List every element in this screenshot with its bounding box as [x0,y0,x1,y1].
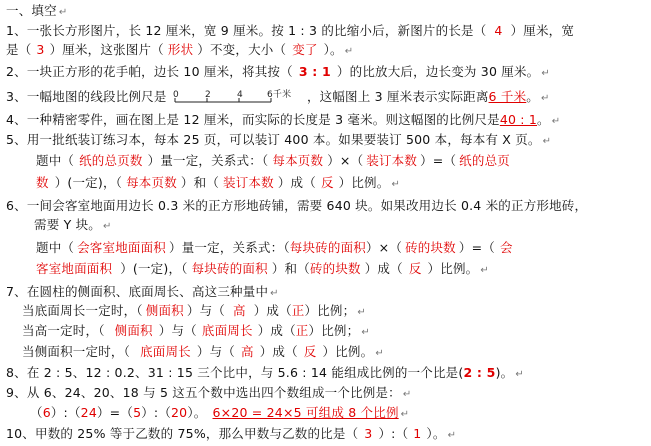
answer: 2 : 5 [463,365,496,380]
answer: 24 [80,405,97,420]
scale-label: 4 [236,89,243,100]
question-6-line-2: 需要 Y 块。 ↵ [34,217,112,232]
question-8: 8、在 2 : 5、12 : 0.2、31 : 15 三个比中，与 5.6 : 14 能组成比例的一个比是(2 : 5)。 ↵ [6,365,524,380]
answer: 反 [303,344,317,359]
question-6-line-4: 客室地面面积 ）(一定)，（ 每块砖的面积 ）和（砖的块数 ）成（ 反 ）比例。 ↵ [36,261,489,276]
question-1-line-2: 是（ 3 ）厘米，这张图片（ 形状 ）不变，大小（ 变了 ）。 ↵ [6,42,354,57]
question-3: 3、一幅地图的线段比例尺是 0 2 4 6千米 ，这幅图上 3 厘米表示实际距离6 千米。 ↵ [6,89,550,104]
answer: 会 [499,240,513,255]
question-9-line-2: （6）:（24）=（5）:（20）。 6×20 = 24×5 可组成 8 个比例 ↵ [30,405,410,420]
question-4: 4、一种精密零件，画在图上是 12 厘米，而实际的长度是 3 毫米。则这幅图的比例尺是40 : 1。 ↵ [6,112,561,127]
answer: 6×20 = 24×5 可组成 8 个比例 [212,405,399,420]
answer: 4 [494,23,503,38]
answer: 5 [133,405,142,420]
answer: 形状 [167,42,194,57]
answer: 会客室地面面积 [77,240,167,255]
answer: 侧面积 [145,303,184,318]
answer: 变了 [292,42,318,57]
question-6-line-1: 6、一间会客室地面用边长 0.3 米的正方形地砖铺，需要 640 块。如果改用边长 0.4 米的正方形地砖， [6,198,588,213]
question-1-line-1: 1、一张长方形图片，长 12 厘米，宽 9 厘米。按 1 : 3 的比缩小后，新图片的长是（ 4 ）厘米，宽 [6,23,575,38]
scale-label: 0 [172,89,179,100]
question-7-line-3: 当高一定时，（ 侧面积 ）与（ 底面周长 ）成（正）比例； ↵ [22,323,370,338]
answer: 数 [36,175,49,190]
answer: 3 [364,426,373,441]
section-title: 一、填空 ↵ [6,3,68,18]
answer: 3 [36,42,45,57]
answer: 装订本数 [223,175,274,190]
scale-label: 6千米 [266,89,292,100]
question-10: 10、甲数的 25% 等于乙数的 75%，那么甲数与乙数的比是（ 3 ）:（ 1 ）。 ↵ [6,426,457,441]
answer: 每本页数 [126,175,177,190]
answer: 每块砖的面积 [289,240,366,255]
answer: 侧面积 [114,323,153,338]
answer: 底面周长 [140,344,191,359]
answer: 砖的块数 [309,261,361,276]
answer: 反 [320,175,334,190]
answer: 6 千米 [488,89,527,104]
question-7-line-1: 7、在圆柱的侧面积、底面周长、高这三种量中 ↵ [6,284,279,299]
question-2: 2、一块正方形的花手帕，边长 10 厘米，将其按（ 3 : 1 ）的比放大后，边长变为 30 厘米。 ↵ [6,64,550,79]
answer: 20 [171,405,188,420]
question-7-line-4: 当侧面积一定时，（ 底面周长 ）与（ 高 ）成（ 反 ）比例。 ↵ [22,344,384,359]
answer: 正 [291,303,305,318]
question-9-line-1: 9、从 6、24、20、18 与 5 这五个数中选出四个数组成一个比例是： ↵ [6,385,412,400]
return-mark: ↵ [58,7,68,18]
question-6-line-3: 题中（ 会客室地面面积 ）量一定，关系式：（每块砖的面积）×（ 砖的块数 ）=（ 会 [36,240,513,255]
answer: 6 [42,405,51,420]
answer: 40 : 1 [499,112,538,127]
question-5-line-1: 5、用一批纸装订练习本，每本 25 页，可以装订 400 本。如果要装订 500 本，每本有 X 页。 ↵ [6,132,552,147]
line-scale-bar [171,89,303,105]
answer: 装订本数 [366,153,418,168]
answer: 每块砖的面积 [191,261,268,276]
answer: 客室地面面积 [36,261,113,276]
answer: 纸的总页数 [79,153,143,168]
answer: 反 [408,261,422,276]
answer: 纸的总页 [459,153,510,168]
answer: 3 : 1 [298,64,331,79]
question-5-line-3: 数 ）(一定)，（ 每本页数 ）和（ 装订本数 ）成（ 反 ）比例。 ↵ [36,175,401,190]
answer: 1 [413,426,422,441]
question-7-line-2: 当底面周长一定时，（ 侧面积 ）与（ 高 ）成（正）比例； ↵ [22,303,366,318]
scale-label: 2 [204,89,211,100]
answer: 每本页数 [272,153,324,168]
answer: 正 [295,323,309,338]
answer: 砖的块数 [405,240,456,255]
answer: 底面周长 [201,323,253,338]
answer: 高 [232,303,246,318]
question-5-line-2: 题中（ 纸的总页数 ）量一定，关系式：（ 每本页数 ）×（ 装订本数 ）=（ 纸的总页 [36,153,510,168]
answer: 高 [240,344,254,359]
